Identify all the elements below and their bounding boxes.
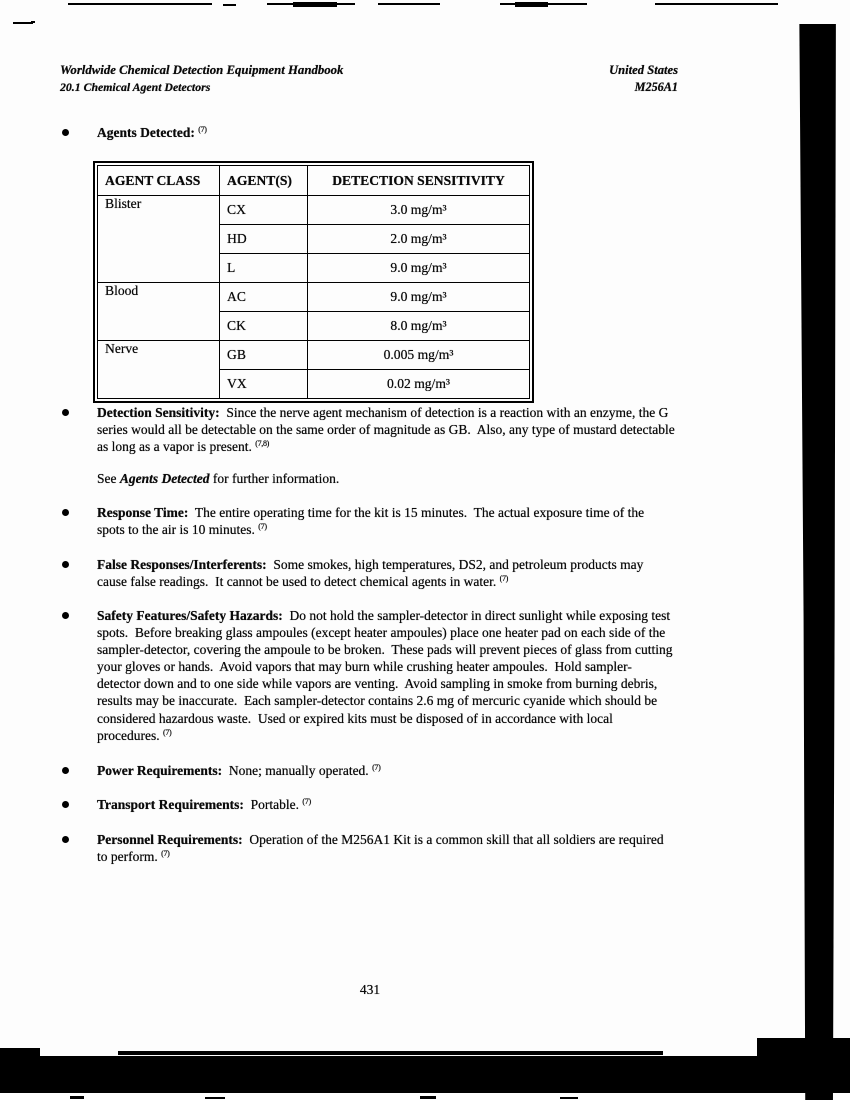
footnote-ref: (7)	[161, 849, 170, 859]
scan-artifact	[757, 1038, 850, 1058]
cell-sensitivity: 9.0 mg/m³	[308, 254, 530, 283]
paragraph: Transport Requirements: Portable. $^{(7)}$	[97, 797, 311, 812]
section-label: Safety Features/Safety Hazards:	[97, 608, 283, 623]
section-label: Agents Detected:	[97, 125, 195, 140]
bullet-icon	[62, 129, 69, 136]
footnote-ref: (7,8)	[255, 439, 270, 449]
section-false-responses	[97, 556, 675, 590]
cell-sensitivity: 8.0 mg/m³	[308, 312, 530, 341]
agents-detected-heading	[97, 124, 675, 141]
handbook-title: Worldwide Chemical Detection Equipment Handbook	[60, 63, 344, 77]
section-detection-sensitivity	[97, 404, 679, 455]
cell-agent-class: Blister	[98, 196, 220, 283]
section-agents-detected	[97, 124, 675, 141]
cell-sensitivity: 9.0 mg/m³	[308, 283, 530, 312]
scan-artifact-right-bar	[796, 24, 838, 1100]
table-header-row	[98, 166, 530, 196]
bullet-icon	[62, 767, 69, 774]
chapter-subtitle: 20.1 Chemical Agent Detectors	[60, 80, 211, 94]
section-transport-requirements	[97, 796, 675, 813]
cell-sensitivity: 3.0 mg/m³	[308, 196, 530, 225]
footnote-ref: (7)	[198, 125, 207, 134]
section-response-time	[97, 504, 675, 538]
cell-agent: CX	[220, 196, 308, 225]
col-header-detection-sensitivity: DETECTION SENSITIVITY	[308, 166, 530, 196]
cell-agent: HD	[220, 225, 308, 254]
see-note-prefix: See	[97, 471, 120, 486]
bullet-icon	[62, 612, 69, 619]
scan-artifact	[655, 3, 778, 5]
header-left	[60, 62, 343, 96]
page-number: 431	[359, 982, 381, 997]
bullet-icon	[62, 561, 69, 568]
cell-agent-class: Nerve	[98, 341, 220, 399]
footnote-ref: (7)	[258, 522, 267, 532]
scan-artifact	[420, 1096, 436, 1099]
cell-sensitivity: 0.005 mg/m³	[308, 341, 530, 370]
cell-agent: GB	[220, 341, 308, 370]
paragraph: Safety Features/Safety Hazards: Do not hold the sampler-detector in direct sunlight while exposing test spots. Before breaking glass ampoules (except heater ampoules) place one heater pad on each side of the sampler-detector, covering the ampoule to be broken. These pads will prevent pieces of glass from cutting your gloves or hands. Avoid vapors that may burn while crushing heater ampoules. Hold sampler-detector down and to one side while vapors are venting. Avoid sampling in smoke from burning debris, results may be inaccurate. Each sampler-detector contains 2.6 mg of mercuric cyanide which should be considered hazardous waste. Used or expired kits must be disposed of in accordance with local procedures. $^{(7)}$	[97, 608, 676, 743]
col-header-agents: AGENT(S)	[220, 166, 308, 196]
section-label: False Responses/Interferents:	[97, 557, 267, 572]
cell-agent: CK	[220, 312, 308, 341]
paragraph: Power Requirements: None; manually operated. $^{(7)}$	[97, 763, 381, 778]
cell-agent-class: Blood	[98, 283, 220, 341]
cell-agent: VX	[220, 370, 308, 399]
footnote-ref: (7)	[499, 574, 509, 584]
bullet-icon	[62, 801, 69, 808]
bullet-icon	[62, 509, 69, 516]
footnote-ref: (7)	[302, 797, 311, 806]
table-row	[98, 341, 530, 370]
cell-sensitivity: 2.0 mg/m³	[308, 225, 530, 254]
section-label: Personnel Requirements:	[97, 832, 243, 847]
scan-artifact	[68, 3, 212, 5]
see-note-suffix: for further information.	[209, 471, 340, 486]
scan-artifact-bottom-band	[0, 1056, 850, 1093]
table-row	[98, 283, 530, 312]
section-label: Transport Requirements:	[97, 797, 244, 812]
section-label: Detection Sensitivity:	[97, 405, 220, 420]
scan-artifact	[515, 2, 548, 7]
agents-table	[93, 161, 534, 403]
paragraph: False Responses/Interferents: Some smokes, high temperatures, DS2, and petroleum products may cause false readings. It cannot be used to detect chemical agents in water. $^{(7)}$	[97, 557, 647, 590]
paragraph: Response Time: The entire operating time for the kit is 15 minutes. The actual exposure time of the spots to the air is 10 minutes. $^{(7)}$	[97, 505, 648, 538]
scan-artifact	[205, 1097, 225, 1099]
bullet-icon	[62, 836, 69, 843]
scan-artifact	[118, 1051, 663, 1055]
scan-artifact	[560, 1097, 578, 1099]
country-label: United States	[609, 63, 678, 77]
table-row	[98, 196, 530, 225]
scan-artifact	[223, 4, 236, 6]
section-label: Power Requirements:	[97, 763, 223, 778]
model-label: M256A1	[634, 80, 678, 94]
scan-artifact	[13, 22, 33, 24]
bullet-icon	[62, 409, 69, 416]
section-personnel-requirements	[97, 831, 675, 865]
paragraph: Detection Sensitivity: Since the nerve agent mechanism of detection is a reaction with an enzyme, the G series would all be detectable on the same order of magnitude as GB. Also, any type of mustard detectable as long as a vapor is present. $^{(7,8)}$	[97, 405, 679, 455]
scan-artifact	[293, 2, 337, 7]
scan-artifact	[70, 1096, 84, 1099]
header-right	[609, 62, 678, 96]
section-safety-features	[97, 607, 675, 744]
see-note-emphasis: Agents Detected	[119, 471, 210, 486]
section-power-requirements	[97, 762, 675, 779]
scan-artifact	[0, 1048, 40, 1058]
see-note	[97, 470, 675, 487]
scan-artifact	[378, 3, 440, 5]
section-label: Response Time:	[97, 505, 189, 520]
footnote-ref: (7)	[162, 727, 172, 737]
cell-agent: AC	[220, 283, 308, 312]
footnote-ref: (7)	[372, 763, 381, 772]
scan-artifact	[31, 21, 35, 23]
col-header-agent-class: AGENT CLASS	[98, 166, 220, 196]
cell-sensitivity: 0.02 mg/m³	[308, 370, 530, 399]
cell-agent: L	[220, 254, 308, 283]
paragraph: Personnel Requirements: Operation of the M256A1 Kit is a common skill that all soldiers are required to perform. $^{(7)}$	[97, 832, 668, 865]
